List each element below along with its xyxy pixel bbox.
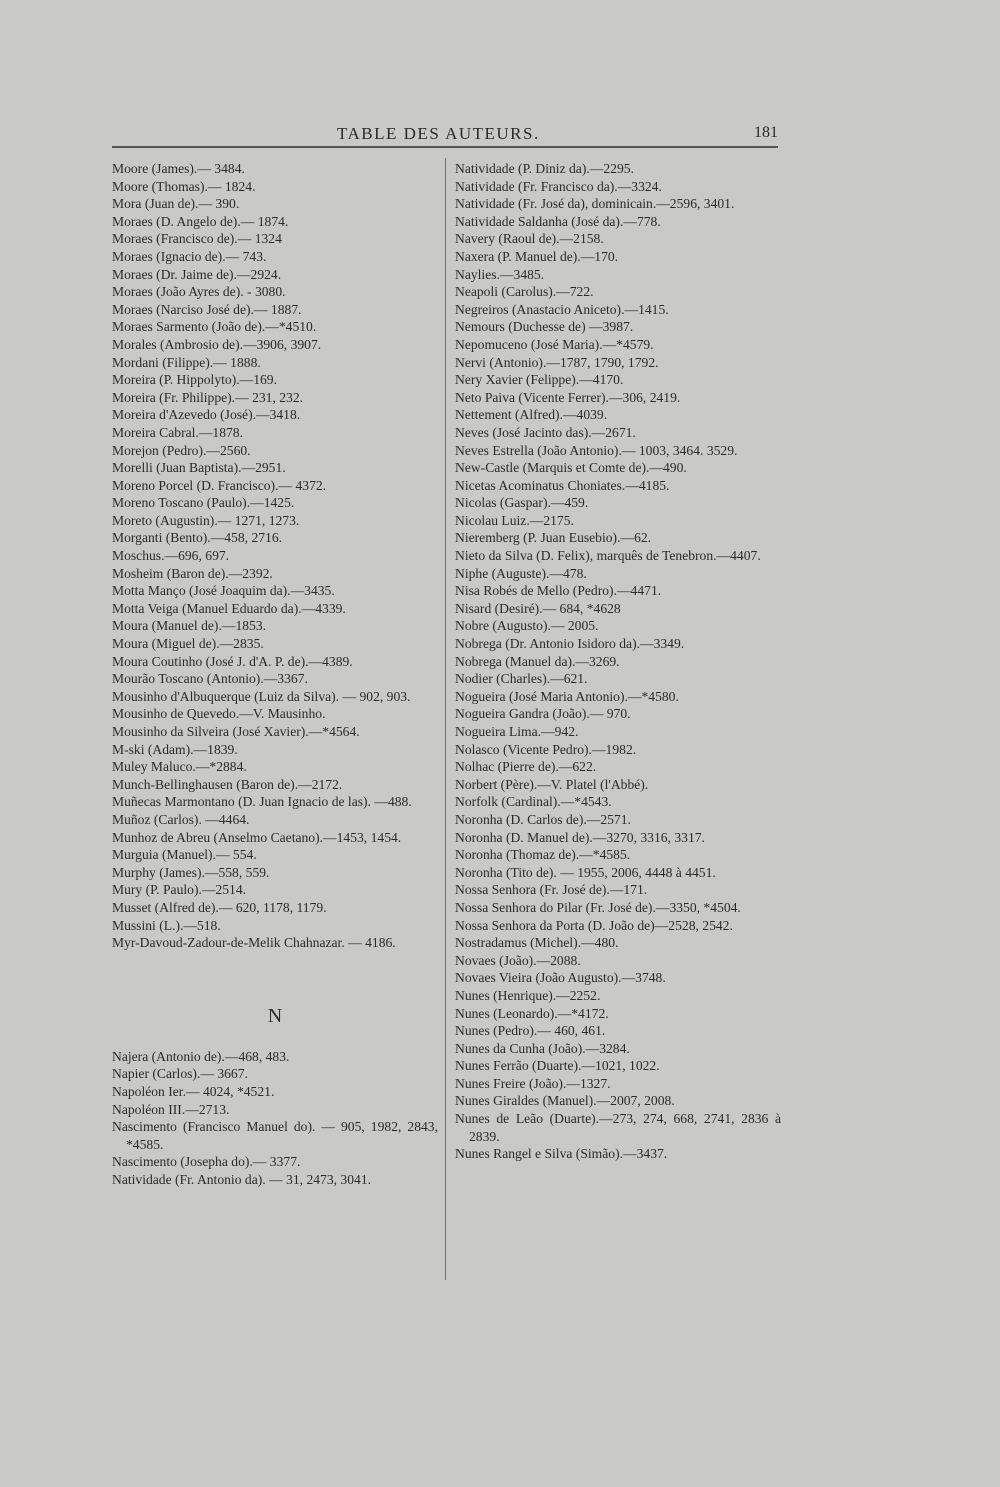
index-entry: Napoléon Ier.— 4024, *4521. <box>112 1083 275 1099</box>
index-entry: Nettement (Alfred).—4039. <box>455 407 608 423</box>
index-entry: Nunes de Leão (Duarte).—273, 274, 668, 2741, 2836 à 2839. <box>455 1111 781 1144</box>
index-entry: Mury (P. Paulo).—2514. <box>112 882 247 898</box>
index-entry: Moraes (João Ayres de). - 3080. <box>112 284 286 300</box>
index-entry: Moraes (D. Angelo de).— 1874. <box>112 213 289 229</box>
index-entry: Moraes (Dr. Jaime de).—2924. <box>112 266 282 282</box>
index-entry: Nunes Freire (João).—1327. <box>455 1075 611 1091</box>
index-entry: Moreira (Fr. Philippe).— 231, 232. <box>112 389 304 405</box>
index-entry: Napier (Carlos).— 3667. <box>112 1066 248 1082</box>
index-entry: Moraes Sarmento (João de).—*4510. <box>112 319 317 335</box>
index-entry: Nunes Giraldes (Manuel).—2007, 2008. <box>455 1093 675 1109</box>
index-entry: Mordani (Filippe).— 1888. <box>112 354 261 370</box>
index-entry: Nogueira Gandra (João).— 970. <box>455 706 631 722</box>
index-entry: Morales (Ambrosio de).—3906, 3907. <box>112 336 322 352</box>
index-entry: Nunes Rangel e Silva (Simão).—3437. <box>455 1146 668 1162</box>
index-entry: Moura (Miguel de).—2835. <box>112 636 264 652</box>
index-entry: Murguia (Manuel).— 554. <box>112 847 257 863</box>
index-entry: Nemours (Duchesse de) —3987. <box>455 319 634 335</box>
page-header <box>112 122 778 148</box>
index-entry: Mussini (L.).—518. <box>112 917 221 933</box>
index-entry: Navery (Raoul de).—2158. <box>455 231 604 247</box>
index-entry: Natividade (Fr. Francisco da).—3324. <box>455 178 662 194</box>
index-entry: Neto Paiva (Vicente Ferrer).—306, 2419. <box>455 389 681 405</box>
column-divider <box>445 158 446 1280</box>
index-entry: Munhoz de Abreu (Anselmo Caetano).—1453, 1454. <box>112 829 402 845</box>
index-entry: Neves (José Jacinto das).—2671. <box>455 424 636 440</box>
index-entry: Moreira d'Azevedo (José).—3418. <box>112 407 301 423</box>
index-entry: Moraes (Francisco de).— 1324 <box>112 231 282 247</box>
index-entry: Moreto (Augustin).— 1271, 1273. <box>112 512 300 528</box>
index-entry: Muñoz (Carlos). —4464. <box>112 811 250 827</box>
index-entry: Nisard (Desiré).— 684, *4628 <box>455 600 621 616</box>
index-entry: Nicolas (Gaspar).—459. <box>455 495 589 511</box>
index-entry: New-Castle (Marquis et Comte de).—490. <box>455 460 687 476</box>
index-entry: M-ski (Adam).—1839. <box>112 741 238 757</box>
index-entry: Mosheim (Baron de).—2392. <box>112 565 273 581</box>
index-entry: Nieto da Silva (D. Felix), marquês de Tenebron.—4407. <box>455 548 761 564</box>
index-entry: Morejon (Pedro).—2560. <box>112 442 251 458</box>
index-entry: Moreno Toscano (Paulo).—1425. <box>112 495 295 511</box>
index-entry: Noronha (Tito de). — 1955, 2006, 4448 à 4451. <box>455 864 716 880</box>
index-entry: Norfolk (Cardinal).—*4543. <box>455 794 612 810</box>
index-entry: Moreira Cabral.—1878. <box>112 424 243 440</box>
left-column <box>112 160 438 1188</box>
index-entry: Noronha (D. Carlos de).—2571. <box>455 811 631 827</box>
index-entry: Murphy (James).—558, 559. <box>112 864 270 880</box>
section-letter: N <box>267 1004 283 1027</box>
index-entry: Natividade (Fr. Antonio da). — 31, 2473, 3041. <box>112 1171 372 1187</box>
index-entry: Nossa Senhora do Pilar (Fr. José de).—3350, *4504. <box>455 899 741 915</box>
index-entry: Moore (James).— 3484. <box>112 161 245 176</box>
index-entry: Novaes (João).—2088. <box>455 952 581 968</box>
index-entry: Moraes (Ignacio de).— 743. <box>112 248 267 264</box>
index-entry: Nogueira Lima.—942. <box>455 724 579 739</box>
index-entry: Mousinho de Quevedo.—V. Mausinho. <box>112 706 326 722</box>
index-entry: Nobre (Augusto).— 2005. <box>455 618 599 634</box>
index-entry: Moschus.—696, 697. <box>112 548 230 564</box>
index-entry: Morganti (Bento).—458, 2716. <box>112 530 283 546</box>
index-entry: Nossa Senhora (Fr. José de).—171. <box>455 882 648 898</box>
index-entry: Neapoli (Carolus).—722. <box>455 284 594 300</box>
index-entry: Moura Coutinho (José J. d'A. P. de).—4389. <box>112 653 353 669</box>
index-entry: Noronha (Thomaz de).—*4585. <box>455 847 631 863</box>
index-entry: Nogueira (José Maria Antonio).—*4580. <box>455 688 679 704</box>
running-title: TABLE DES AUTEURS. <box>337 124 540 143</box>
index-entry: Muñecas Marmontano (D. Juan Ignacio de las). —488. <box>112 794 412 810</box>
index-entry: Novaes Vieira (João Augusto).—3748. <box>455 970 666 986</box>
index-entry: Motta Veiga (Manuel Eduardo da).—4339. <box>112 600 346 616</box>
index-entry: Naxera (P. Manuel de).—170. <box>455 248 619 264</box>
index-entry: Moore (Thomas).— 1824. <box>112 178 256 194</box>
index-entry: Munch-Bellinghausen (Baron de).—2172. <box>112 776 343 792</box>
index-entry: Noronha (D. Manuel de).—3270, 3316, 3317. <box>455 829 705 845</box>
left-entry-list-n <box>112 1048 438 1189</box>
index-entry: Nepomuceno (José Maria).—*4579. <box>455 336 654 352</box>
index-entry: Nobrega (Manuel da).—3269. <box>455 653 620 669</box>
index-entry: Nostradamus (Michel).—480. <box>455 935 619 951</box>
right-column <box>455 160 781 1163</box>
index-entry: Nicolau Luiz.—2175. <box>455 512 574 528</box>
index-entry: Nossa Senhora da Porta (D. João de)—2528, 2542. <box>455 917 733 933</box>
index-entry: Moreira (P. Hippolyto).—169. <box>112 372 277 388</box>
index-entry: Norbert (Père).—V. Platel (l'Abbé). <box>455 776 649 792</box>
index-entry: Nieremberg (P. Juan Eusebio).—62. <box>455 530 652 546</box>
index-entry: Mousinho da Silveira (José Xavier).—*4564. <box>112 724 360 739</box>
index-entry: Nisa Robés de Mello (Pedro).—4471. <box>455 583 662 599</box>
index-entry: Nunes (Leonardo).—*4172. <box>455 1005 609 1021</box>
index-entry: Mora (Juan de).— 390. <box>112 196 240 212</box>
index-entry: Najera (Antonio de).—468, 483. <box>112 1048 290 1064</box>
index-entry: Natividade (P. Diniz da).—2295. <box>455 161 634 176</box>
index-entry: Napoléon III.—2713. <box>112 1101 230 1117</box>
index-entry: Nunes Ferrão (Duarte).—1021, 1022. <box>455 1058 660 1074</box>
index-entry: Naylies.—3485. <box>455 266 545 282</box>
index-entry: Motta Manço (José Joaquim da).—3435. <box>112 583 335 599</box>
index-entry: Negreiros (Anastacio Aniceto).—1415. <box>455 301 669 317</box>
index-entry: Muley Maluco.—*2884. <box>112 759 247 775</box>
index-entry: Myr-Davoud-Zadour-de-Melik Chahnazar. — 4186. <box>112 935 396 951</box>
index-entry: Nunes (Pedro).— 460, 461. <box>455 1023 606 1039</box>
index-entry: Moraes (Narciso José de).— 1887. <box>112 301 302 317</box>
index-entry: Nascimento (Josepha do).— 3377. <box>112 1154 301 1170</box>
index-entry: Mousinho d'Albuquerque (Luiz da Silva). — 902, 903. <box>112 688 411 704</box>
index-entry: Musset (Alfred de).— 620, 1178, 1179. <box>112 899 327 915</box>
index-entry: Nascimento (Francisco Manuel do). — 905, 1982, 2843, *4585. <box>112 1119 438 1152</box>
right-entry-list <box>455 160 781 1163</box>
index-entry: Moura (Manuel de).—1853. <box>112 618 267 634</box>
index-entry: Nunes (Henrique).—2252. <box>455 987 601 1003</box>
index-entry: Nolhac (Pierre de).—622. <box>455 759 597 775</box>
left-entry-list <box>112 160 438 952</box>
index-entry: Nobrega (Dr. Antonio Isidoro da).—3349. <box>455 636 685 652</box>
index-entry: Natividade (Fr. José da), dominicain.—2596, 3401. <box>455 196 735 212</box>
index-entry: Neves Estrella (João Antonio).— 1003, 3464. 3529. <box>455 442 738 458</box>
index-entry: Nunes da Cunha (João).—3284. <box>455 1040 630 1056</box>
index-entry: Nery Xavier (Felippe).—4170. <box>455 372 624 388</box>
index-entry: Nolasco (Vicente Pedro).—1982. <box>455 741 637 757</box>
index-entry: Nodier (Charles).—621. <box>455 671 588 687</box>
index-entry: Nervi (Antonio).—1787, 1790, 1792. <box>455 354 659 370</box>
index-entry: Natividade Saldanha (José da).—778. <box>455 213 661 229</box>
index-entry: Niphe (Auguste).—478. <box>455 565 587 581</box>
index-entry: Mourão Toscano (Antonio).—3367. <box>112 671 308 687</box>
index-entry: Nicetas Acominatus Choniates.—4185. <box>455 477 670 493</box>
index-entry: Morelli (Juan Baptista).—2951. <box>112 460 286 476</box>
page-number: 181 <box>754 124 778 141</box>
index-entry: Moreno Porcel (D. Francisco).— 4372. <box>112 477 327 493</box>
